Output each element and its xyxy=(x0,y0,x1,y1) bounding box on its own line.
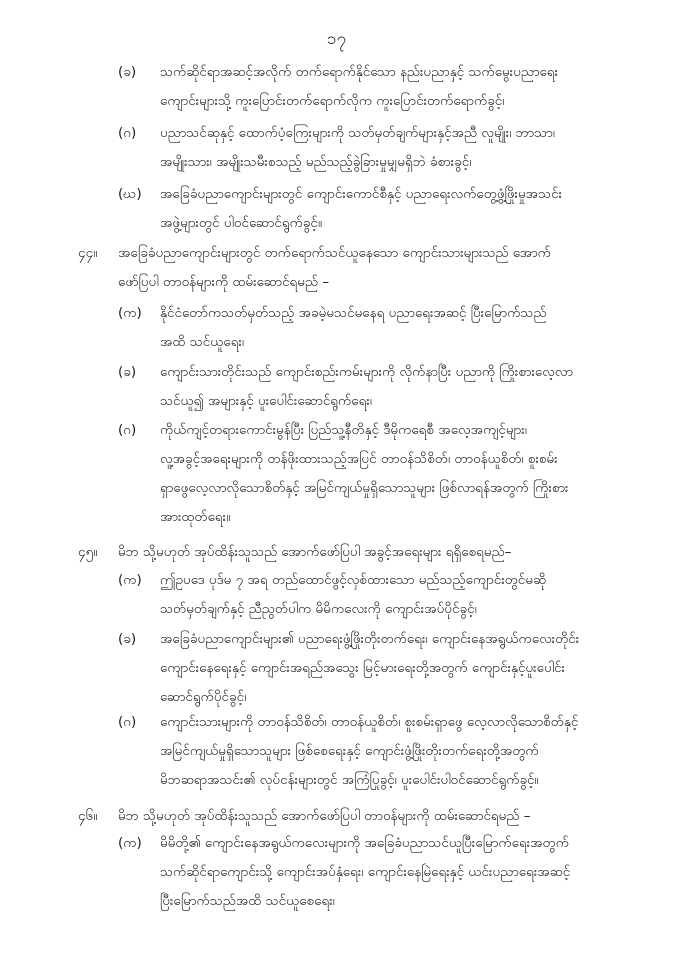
clause-marker: (ဂ) xyxy=(118,422,137,438)
clause-text-line: ဤဥပဒေ ပုဒ်မ ၇ အရ တည်ထောင်ဖွင့်လှစ်ထားသော မည်သည့်ကျောင်းတွင်မဆို xyxy=(160,572,547,588)
clause-marker: (က) xyxy=(118,835,142,851)
section-text-line: အခြေခံပညာကျောင်းများတွင် တက်ရောက်သင်ယူနေသော ကျောင်းသားများသည် အောက် xyxy=(118,245,551,261)
clause-text-line: မိဘဆရာအသင်း၏ လုပ်ငန်းများတွင် အကြံပြုခွင့်၊ ပူးပေါင်းပါဝင်ဆောင်ရွက်ခွင့်။ xyxy=(160,772,539,788)
clause-marker: (ခ) xyxy=(118,64,137,80)
section-number: ၄၆။ xyxy=(78,808,98,824)
clause-marker: (က) xyxy=(118,305,142,321)
section-text-line: ဖော်ပြပါ တာဝန်များကို ထမ်းဆောင်ရမည် – xyxy=(118,274,330,290)
clause-text-line: အမြင်ကျယ်မှုရှိသောသူများ ဖြစ်စေရေးနှင့် ကျောင်းဖွံ့ဖြိုးတိုးတက်ရေးတို့အတွက် xyxy=(160,743,539,759)
clause-text-line: ကျောင်းများသို့ ကူးပြောင်းတက်ရောက်လိုက ကူးပြောင်းတက်ရောက်ခွင့်၊ xyxy=(160,93,505,109)
section-text-line: မိဘ သို့မဟုတ် အုပ်ထိန်းသူသည် အောက်ဖော်ပြပါ တာဝန်များကို ထမ်းဆောင်ရမည် – xyxy=(118,808,531,824)
section-number: ၄၅။ xyxy=(78,544,98,560)
clause-text-line: ကိုယ်ကျင့်တရားကောင်းမွန်ပြီး ပြည်သူ့နီတိနှင့် ဒီမိုကရေစီ အလေ့အကျင့်များ၊ xyxy=(160,422,527,438)
clause-marker: (ခ) xyxy=(118,631,137,647)
clause-text-line: လူ့အခွင့်အရေးများကို တန်ဖိုးထားသည့်အပြင် တာဝန်သိစိတ်၊ တာဝန်ယူစိတ်၊ စူးစမ်း xyxy=(160,451,558,467)
clause-text-line: အခြေခံပညာကျောင်းများတွင် ကျောင်းကောင်စီနှင့် ပညာရေးလက်တွေ့ဖွံ့ဖြိုးမှုအသင်း xyxy=(160,186,563,202)
clause-text-line: သက်ဆိုင်ရာအဆင့်အလိုက် တက်ရောက်နိုင်သော နည်းပညာနှင့် သက်မွေးပညာရေး xyxy=(160,64,559,80)
page-number: ၁၇ xyxy=(326,29,347,49)
clause-text-line: အထိ သင်ယူရေး၊ xyxy=(160,334,245,350)
clause-marker: (က) xyxy=(118,572,142,588)
clause-text-line: မိမိတို့၏ ကျောင်းနေအရွယ်ကလေးများကို အခြေခံပညာသင်ယူပြီးမြောက်ရေးအတွက် xyxy=(160,835,569,851)
clause-text-line: သင်ယူ၍ အများနှင့် ပူးပေါင်းဆောင်ရွက်ရေး၊ xyxy=(160,393,372,409)
section-text-line: မိဘ သို့မဟုတ် အုပ်ထိန်းသူသည် အောက်ဖော်ပြပါ အခွင့်အရေးများ ရရှိစေရမည်– xyxy=(118,544,512,560)
clause-text-line: အမျိုးသား၊ အမျိုးသမီးစသည့် မည်သည့်ခွဲခြားမှုမျှမရှိဘဲ ခံစားခွင့်၊ xyxy=(160,154,472,170)
clause-text-line: ကျောင်းသားတိုင်းသည် ကျောင်းစည်းကမ်းများကို လိုက်နာပြီး ပညာကို ကြိုးစားလေ့လာ xyxy=(160,364,574,380)
clause-marker: (ဃ) xyxy=(118,186,142,202)
clause-text-line: သတ်မှတ်ချက်နှင့် ညီညွတ်ပါက မိမိကလေးကို ကျောင်းအပ်ပိုင်ခွင့်၊ xyxy=(160,601,477,617)
clause-text-line: နိုင်ငံတော်ကသတ်မှတ်သည့် အခမဲ့မသင်မနေရ ပညာရေးအဆင့် ပြီးမြောက်သည် xyxy=(160,305,547,321)
clause-text-line: ပညာသင်ဆုနှင့် ထောက်ပံ့ကြေးများကို သတ်မှတ်ချက်များနှင့်အညီ လူမျိုး၊ ဘာသာ၊ xyxy=(160,125,555,141)
clause-text-line: ကျောင်းသားများကို တာဝန်သိစိတ်၊ တာဝန်ယူစိတ်၊ စူးစမ်းရှာဖွေ လေ့လာလိုသောစိတ်နှင့် xyxy=(160,714,579,730)
clause-text-line: ရှာဖွေလေ့လာလိုသောစိတ်နှင့် အမြင်ကျယ်မှုရှိသောသူများ ဖြစ်လာရန်အတွက် ကြိုးစား xyxy=(160,480,569,496)
clause-marker: (ဂ) xyxy=(118,714,137,730)
clause-text-line: အားထုတ်ရေး။ xyxy=(160,509,231,525)
clause-text-line: ပြီးမြောက်သည်အထိ သင်ယူစေရေး၊ xyxy=(160,893,335,909)
section-number: ၄၄။ xyxy=(78,245,98,261)
clause-marker: (ခ) xyxy=(118,364,137,380)
clause-marker: (ဂ) xyxy=(118,125,137,141)
clause-text-line: ဆောင်ရွက်ပိုင်ခွင့်၊ xyxy=(160,689,247,705)
clause-text-line: ကျောင်းနေရေးနှင့် ကျောင်းအရည်အသွေး မြင့်မားရေးတို့အတွက် ကျောင်းနှင့်ပူးပေါင်း xyxy=(160,660,565,676)
clause-text-line: အခြေခံပညာကျောင်းများ၏ ပညာရေးဖွံ့ဖြိုးတိုးတက်ရေး၊ ကျောင်းနေအရွယ်ကလေးတိုင်း xyxy=(160,631,580,647)
clause-text-line: အဖွဲ့များတွင် ပါဝင်ဆောင်ရွက်ခွင့်။ xyxy=(160,215,322,231)
clause-text-line: သက်ဆိုင်ရာကျောင်းသို့ ကျောင်းအပ်နှံရေး၊ ကျောင်းနေမြဲရေးနှင့် ယင်းပညာရေးအဆင့် xyxy=(160,864,571,880)
